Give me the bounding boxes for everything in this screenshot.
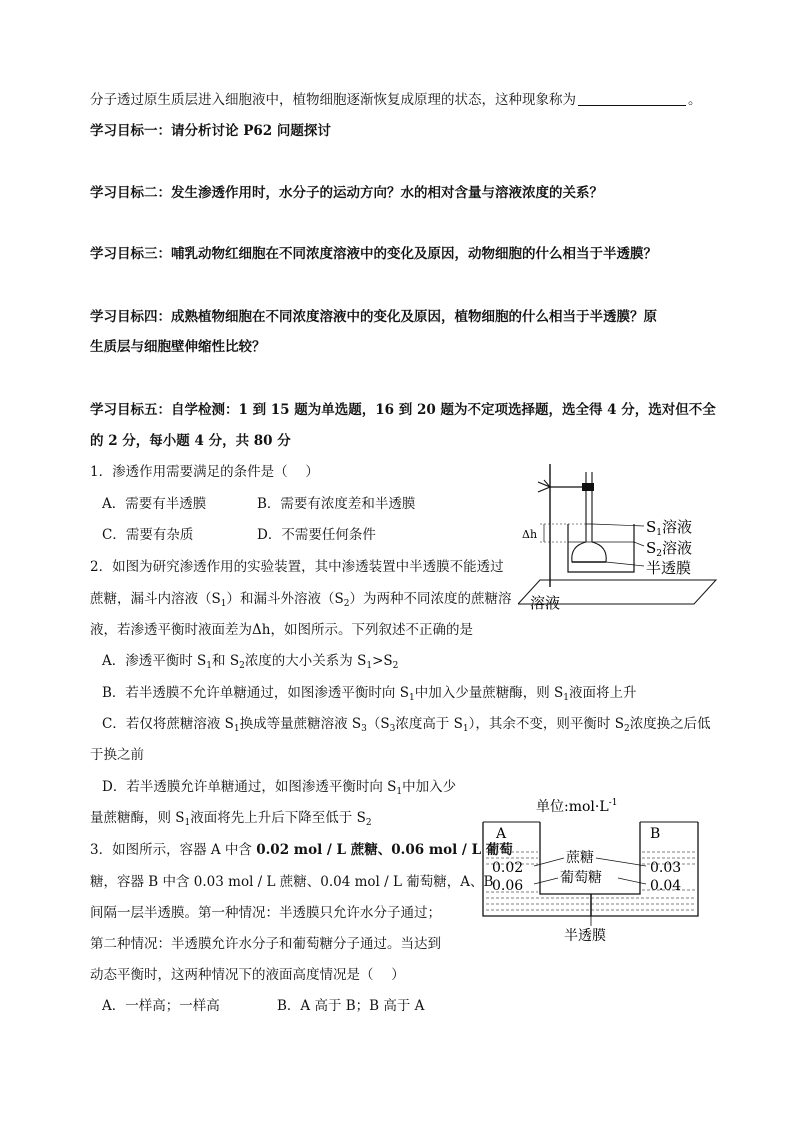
intro-end: 。 bbox=[688, 92, 702, 108]
objective-2: 学习目标二：发生渗透作用时，水分子的运动方向？水的相对含量与溶液浓度的关系？ bbox=[90, 185, 603, 201]
q3-stem-3: 间隔一层半透膜。第一种情况：半透膜只允许水分子通过； bbox=[90, 905, 441, 921]
q2-option-c-cont: 于换之前 bbox=[90, 747, 144, 763]
intro-text: 分子透过原生质层进入细胞液中，植物细胞逐渐恢复成原理的状态，这种现象称为 bbox=[90, 92, 576, 108]
q2-option-b: B．若半透膜不允许单糖通过，如图渗透平衡时向 $S_1$中加入少量蔗糖酶，则 $S_1$液面将上升 bbox=[102, 685, 637, 703]
q1-option-d: D．不需要任何条件 bbox=[257, 527, 376, 543]
q1-option-a: A．需要有半透膜 bbox=[102, 496, 207, 512]
objective-4-cont: 生质层与细胞壁伸缩性比较？ bbox=[90, 339, 266, 355]
b-sucrose-value: 0.03 bbox=[650, 860, 682, 876]
answer-blank[interactable] bbox=[578, 91, 686, 106]
s1-label: $S_1$溶液 bbox=[646, 518, 693, 538]
unit-label: 单位$:mol\cdot L^{-1}$ bbox=[536, 798, 618, 815]
q3-stem-2: 糖，容器 B 中含 0.03 mol / L 蔗糖、0.04 mol / L 葡萄糖，A、B bbox=[90, 874, 494, 890]
q2-stem-3: 液，若渗透平衡时液面差为Δh，如图所示。下列叙述不正确的是 bbox=[90, 622, 473, 638]
q2-option-c: C．若仅将蔗糖溶液 $S_1$换成等量蔗糖溶液 $S_3(S_3$浓度高于 $S_1$），其余不变，则平衡时 $S_2$浓度换之后低 bbox=[102, 716, 711, 734]
delta-h-label: Δh bbox=[522, 528, 538, 541]
q3-stem-4: 第二种情况：半透膜允许水分子和葡萄糖分子通过。当达到 bbox=[90, 936, 441, 952]
q3-option-a: A．一样高；一样高 bbox=[102, 998, 220, 1014]
q2-option-d: D．若半透膜允许单糖通过，如图渗透平衡时向 $S_1$中加入少 bbox=[102, 779, 457, 797]
q3-stem-5: 动态平衡时，这两种情况下的液面高度情况是（ ） bbox=[90, 967, 405, 983]
membrane-label: 半透膜 bbox=[646, 559, 692, 577]
glucose-label: 葡萄糖 bbox=[560, 870, 602, 886]
q2-option-d-cont: 量蔗糖酶，则 $S_1$液面将先上升后下降至低于 $S_2$ bbox=[90, 810, 372, 828]
q2-stem-2: 蔗糖，漏斗内溶液$(S_1)$和漏斗外溶液$(S_2)$为两种不同浓度的蔗糖溶 bbox=[90, 591, 512, 609]
outer-solution-label: 溶液 bbox=[530, 594, 561, 612]
b-glucose-value: 0.04 bbox=[650, 878, 682, 894]
q3-option-b: B．A 高于 B；B 高于 A bbox=[277, 998, 425, 1014]
s2-label: $S_2$溶液 bbox=[646, 539, 693, 559]
sucrose-label: 蔗糖 bbox=[566, 850, 594, 866]
membrane-label-2: 半透膜 bbox=[564, 928, 606, 944]
a-sucrose-value: 0.02 bbox=[492, 860, 524, 876]
q2-option-a: A．渗透平衡时 $S_1$和 $S_2$浓度的大小关系为 $S_1>S_2$ bbox=[102, 653, 399, 671]
objective-5-cont: 的 2 分，每小题 4 分，共 80 分 bbox=[90, 433, 291, 449]
q1-option-c: C．需要有杂质 bbox=[102, 527, 194, 543]
intro-line bbox=[90, 90, 702, 110]
objective-5: 学习目标五：自学检测：1 到 15 题为单选题，16 到 20 题为不定项选择题，选全得 4 分，选对但不全 bbox=[90, 402, 716, 418]
objective-1: 学习目标一：请分析讨论 P62 问题探讨 bbox=[90, 123, 331, 139]
container-b-label: B bbox=[650, 826, 661, 842]
objective-4: 学习目标四：成熟植物细胞在不同浓度溶液中的变化及原因，植物细胞的什么相当于半透膜？原 bbox=[90, 309, 657, 325]
q1-stem: 1．渗透作用需要满足的条件是（ ） bbox=[90, 464, 319, 480]
objective-3: 学习目标三：哺乳动物红细胞在不同浓度溶液中的变化及原因，动物细胞的什么相当于半透膜？ bbox=[90, 246, 657, 262]
u-tube-figure bbox=[478, 794, 704, 946]
q1-option-b: B．需要有浓度差和半透膜 bbox=[257, 496, 416, 512]
q2-stem-1: 2．如图为研究渗透作用的实验装置，其中渗透装置中半透膜不能透过 bbox=[90, 559, 504, 575]
q3-stem-1: 3．如图所示，容器 A 中含 0.02 mol / L 蔗糖、0.06 mol / L 葡萄 bbox=[90, 842, 513, 858]
osmosis-apparatus-figure bbox=[518, 462, 718, 612]
container-a-label: A bbox=[496, 826, 507, 842]
a-glucose-value: 0.06 bbox=[492, 878, 524, 894]
